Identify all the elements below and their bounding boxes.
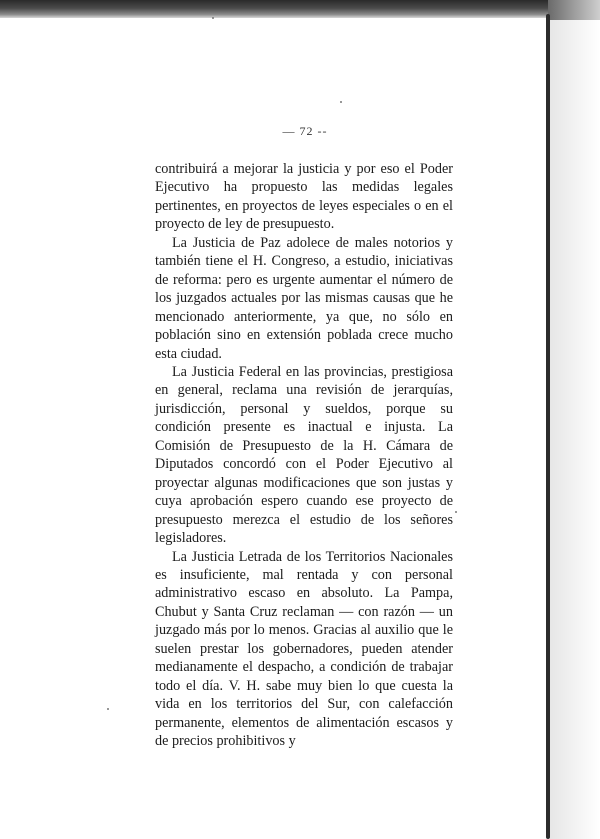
page-number: — 72 -- (282, 124, 328, 138)
paragraph: La Justicia de Paz adolece de males notorios y también tiene el H. Congreso, a estudio, iniciativas de reforma: pero es urgente aumentar el número de los juzgados actuales por las mismas causas que he mencionado anteriormente, ya que, no sólo en población sino en extensión poblada crece mucho esta ciudad. (155, 234, 453, 362)
scan-speck (340, 101, 342, 103)
scan-top-corner (548, 0, 600, 22)
paragraph: La Justicia Letrada de los Territorios Nacionales es insuficiente, mal rentada y con personal administrativo escaso en absoluto. La Pampa, Chubut y Santa Cruz reclaman — con razón — un juzgado más por lo menos. Gracias al auxilio que le suelen prestar los gobernadores, pueden atender medianamente el despacho, a condición de trabajar todo el día. V. H. sabe muy bien lo que cuesta la vida en los territorios del Sur, con calefacción permanente, elementos de alimentación escasos y de precios prohibitivos y (155, 548, 453, 750)
scan-speck (107, 708, 109, 710)
scan-speck (455, 511, 457, 513)
scan-speck (212, 17, 214, 19)
scan-right-margin (550, 20, 600, 839)
scan-binding-edge (546, 14, 550, 839)
scan-top-edge (0, 0, 548, 18)
paragraph: contribuirá a mejorar la justicia y por eso el Poder Ejecutivo ha propuesto las medidas legales pertinentes, en proyectos de leyes especiales o en el proyecto de ley de presupuesto. (155, 161, 453, 233)
body-text (155, 160, 453, 751)
paragraph: La Justicia Federal en las provincias, prestigiosa en general, reclama una revisión de jerarquías, jurisdicción, personal y sueldos, porque su condición presente es inactual e injusta. La Comisión de Presupuesto de la H. Cámara de Diputados concordó con el Poder Ejecutivo al proyectar algunas modificaciones que son justas y cuya aprobación espero cuando ese proyecto de presupuesto merezca el estudio de los señores legisladores. (155, 363, 453, 547)
